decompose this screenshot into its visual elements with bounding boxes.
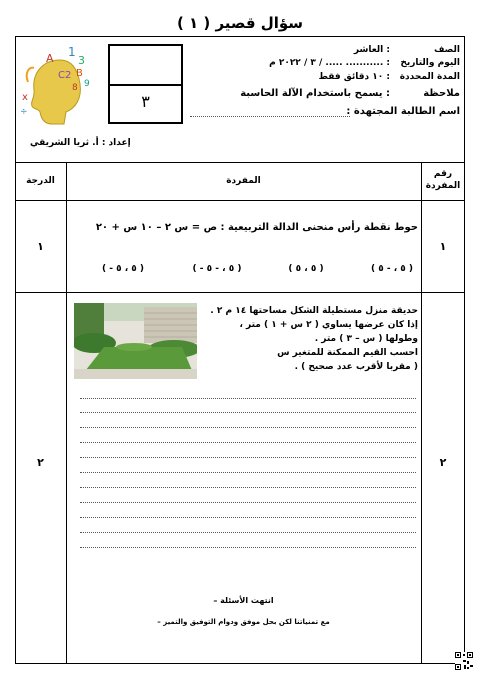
grade-column-divider [66,162,67,664]
answer-line[interactable] [80,532,416,533]
q2-grade: ٢ [37,456,44,469]
svg-text:B: B [76,68,83,79]
page-title: سؤال قصير ( ١ ) [176,14,304,32]
svg-text:9: 9 [84,79,90,89]
answer-line[interactable] [80,517,416,518]
closing-wish: مع تمنياتنا لكن بحل موفق ودوام التوفيق والتميز – [157,618,330,626]
grade-box [108,44,183,124]
student-name-label: اسم الطالبة المجتهدة : [346,106,460,117]
q1-option-4[interactable] [92,264,154,274]
svg-text:3: 3 [78,54,85,67]
q1-option-4-text: ( - ٥ ، ٥ ) [101,264,145,274]
svg-text:÷: ÷ [20,107,28,117]
table-header-border [15,200,465,201]
q1-option-3[interactable] [186,264,248,274]
number-column-divider [421,162,422,664]
answer-line[interactable] [80,487,416,488]
q1-option-1-text: ( ٥ ، - ٥ ) [370,264,414,274]
row1-border [15,292,465,293]
svg-text:1: 1 [68,45,76,59]
col-grade-header: الدرجة [26,176,55,186]
math-head-logo [20,42,98,130]
q1-option-2-text: ( ٥ ، ٥ ) [288,264,324,274]
col-number-header: رقم المفردة [425,169,461,191]
answer-line[interactable] [80,427,416,428]
class-label: الصف [433,45,460,55]
q2-line-1: حديقة منزل مستطيلة الشكل مساحتها ١٤ م ٢ . [210,306,418,316]
q1-option-3-text: ( - ٥ ، - ٥ ) [192,264,242,274]
garden-photo [74,303,197,379]
student-name-line[interactable] [190,116,350,117]
q1-option-1[interactable] [366,264,418,274]
q2-number: ٢ [439,456,447,469]
q2-line-2: إذا كان عرضها يساوي ( ٢ س + ١ ) متر ، [239,320,418,330]
answer-line[interactable] [80,472,416,473]
answer-line[interactable] [80,442,416,443]
date-value: : ........... ..... / ٣ / ٢٠٢٢ م [269,58,390,68]
svg-text:A: A [46,52,54,65]
q2-line-3: وطولها ( س – ٣ ) متر . [314,334,418,344]
answer-line[interactable] [80,398,416,399]
svg-text:C2: C2 [58,70,72,81]
q2-line-4: احسب القيم الممكنة للمتغير س [277,348,418,358]
table-top-border [15,162,465,163]
q1-text: حوط نقطة رأس منحنى الدالة التربيعية : ص = س ٢ – ١٠ س + ٢٠ [95,222,418,233]
qr-code-icon [455,652,473,670]
class-value: : العاشر [353,45,390,55]
grade-box-value: ٣ [141,92,150,111]
prepared-by: إعداد : أ. ثريا الشريقي [30,138,131,148]
svg-text:x: x [22,92,28,103]
end-of-questions: انتهت الأسئلة – [213,596,274,605]
date-label: اليوم والتاريخ [400,58,460,68]
answer-line[interactable] [80,457,416,458]
col-item-header: المفردة [226,176,261,186]
note-value: : يسمح باستخدام الآلة الحاسبة [240,88,390,99]
q2-line-5: ( مقربا لأقرب عدد صحيح ) . [294,362,418,372]
q1-grade: ١ [37,240,44,253]
duration-label: المدة المحددة [399,72,460,82]
answer-line[interactable] [80,412,416,413]
q1-number: ١ [439,240,447,253]
answer-line[interactable] [80,547,416,548]
duration-value: : ١٠ دقائق فقط [318,72,390,82]
note-label: ملاحظة [423,88,460,99]
svg-text:8: 8 [72,83,78,93]
answer-line[interactable] [80,502,416,503]
q1-option-2[interactable] [280,264,332,274]
